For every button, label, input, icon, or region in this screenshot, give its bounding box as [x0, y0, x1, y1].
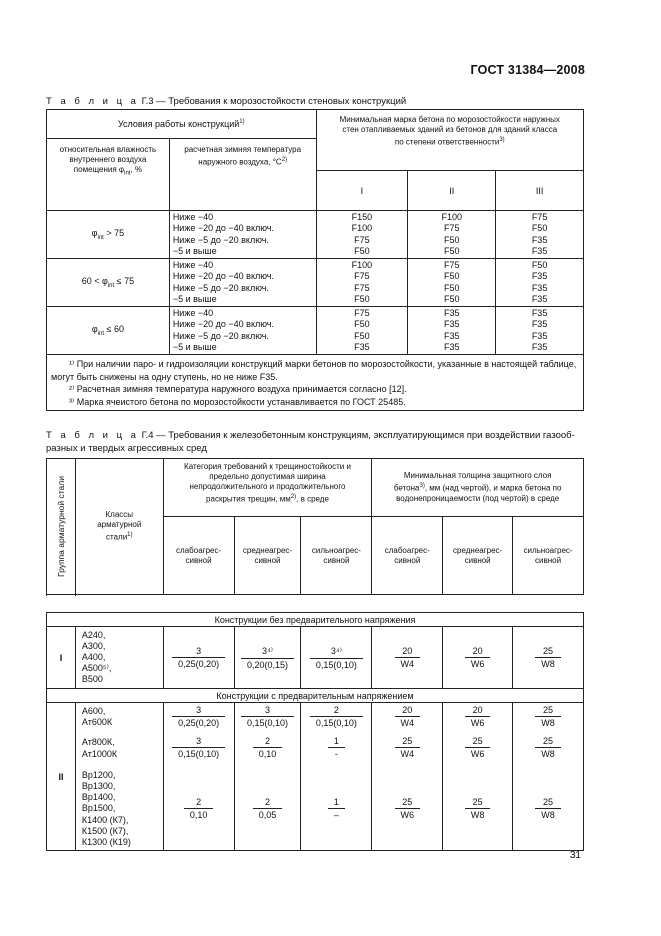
- g3-class2-cell: F100 F75 F50 F50: [408, 211, 496, 259]
- g4-head-env: среднеагрес- сивной: [234, 517, 301, 595]
- g4-head-env: сильноагрес- сивной: [301, 517, 372, 595]
- section-row: [47, 613, 584, 627]
- section-row: [47, 689, 584, 703]
- g3-class3-cell: F35 F35 F35 F35: [496, 307, 584, 355]
- g3-footnote-1: ¹⁾ При наличии паро- и гидроизоляции конструкций марки бетонов по морозостойкости, указанные в настоящей таблице, могут быть снижены на одну ступень, но не ниже F35.: [51, 359, 577, 382]
- g3-class1-cell: F150 F100 F75 F50: [316, 211, 408, 259]
- g3-head-class-2: II: [408, 171, 496, 211]
- g4-frac-cell: $\frac{\text{3⁴⁾}}{0,15(0,10)}$: [301, 627, 372, 689]
- g4-section-2: Конструкции с предварительным напряжением: [47, 689, 584, 703]
- g4-head-env: среднеагрес- сивной: [443, 517, 513, 595]
- table-g4-caption-line2: разных и твердых агрессивных сред: [46, 443, 207, 454]
- g3-class2-cell: F75 F50 F50 F50: [408, 259, 496, 307]
- g4-head-env: слабоагрес- сивной: [163, 517, 234, 595]
- table-g4-caption-line1: Г.4 — Требования к железобетонным конструкциям, эксплуатирующимся при воздействии газооб-: [141, 430, 575, 441]
- g4-classes-cell: А600, Ат600К Ат800К, Ат1000К Вр1200, Вр1300, Вр1400, Вр1500, К1400 (К7), К1500 (К7), К1300 (К19): [75, 703, 163, 851]
- g3-head-humidity: относительная влажность внутреннего воздуха помещения $\varphi_{int}$, %: [47, 139, 170, 211]
- g3-temp-cell: Ниже −40 Ниже −20 до −40 включ. Ниже −5 до −20 включ. −5 и выше: [169, 259, 316, 307]
- g4-frac-cell: $\frac{3}{0,25(0,20)}$: [163, 627, 234, 689]
- g3-footnote-2: ²⁾ Расчетная зимняя температура наружного воздуха принимается согласно [12].: [69, 384, 407, 394]
- g3-head-class-3: III: [496, 171, 584, 211]
- g4-stack-cell: $\frac{2}{0,15(0,10)}$ $\frac{1}{-}$ $\frac{1}{-}$: [301, 703, 372, 851]
- g3-humidity-cell: $\varphi_{int} > 75$: [47, 211, 170, 259]
- g4-stack-cell: $\frac{20}{W4}$ $\frac{25}{W4}$ $\frac{25}{W6}$: [372, 703, 443, 851]
- g3-footnote-3: ³⁾ Марка ячеистого бетона по морозостойкости устанавливается по ГОСТ 25485.: [69, 396, 406, 407]
- g4-head-crack: Категория требований к трещиностойкости и предельно допустимая ширина непродолжительного и продолжительного раскрытия трещин, $мм^{2)}$, в среде: [163, 459, 372, 517]
- g3-class3-cell: F50 F35 F35 F35: [496, 259, 584, 307]
- g4-head-env: слабоагрес- сивной: [372, 517, 443, 595]
- table-row: [47, 259, 584, 307]
- table-row: [47, 307, 584, 355]
- g3-humidity-cell: $60 < \varphi_{int} \le 75$: [47, 259, 170, 307]
- g4-head-env: сильноагрес- сивной: [513, 517, 584, 595]
- g3-temp-cell: Ниже −40 Ниже −20 до −40 включ. Ниже −5 до −20 включ. −5 и выше: [169, 211, 316, 259]
- g3-class2-cell: F35 F35 F35 F35: [408, 307, 496, 355]
- table-g3: [46, 109, 584, 411]
- g3-humidity-cell: $\varphi_{int} \le 60$: [47, 307, 170, 355]
- g3-head-frost-mark: Минимальная марка бетона по морозостойкости наружных стен отапливаемых зданий из бетонов для зданий класса по степени ответственности$^{3)}$: [316, 110, 583, 171]
- g4-section-1: Конструкции без предварительного напряжения: [47, 613, 584, 627]
- g4-stack-cell: $\frac{3}{0,15(0,10)}$ $\frac{2}{0,10}$ $\frac{2}{0,05}$: [234, 703, 301, 851]
- g3-head-temperature: расчетная зимняя температура наружного воздуха, $^\circ С^{2)}$: [169, 139, 316, 211]
- standard-number: ГОСТ 31384—2008: [470, 63, 585, 77]
- g4-head-group: Группа арматурной стали: [47, 459, 76, 595]
- table-g4-caption: [46, 429, 586, 455]
- g4-group-2: II: [47, 703, 76, 851]
- g4-frac-cell: $\frac{20}{W4}$: [372, 627, 443, 689]
- g4-frac-cell: $\frac{20}{W6}$: [443, 627, 513, 689]
- g3-footnotes-row: [47, 355, 584, 411]
- g4-stack-cell: $\frac{3}{0,25(0,20)}$ $\frac{3}{0,15(0,10)}$ $\frac{2}{0,10}$: [163, 703, 234, 851]
- g4-head-cover: Минимальная толщина защитного слоя бетона$^{3)}$, мм (над чертой), и марка бетона по водонепроницаемости (под чертой) в среде: [372, 459, 584, 517]
- page-number: 31: [569, 850, 581, 861]
- table-g4: [46, 458, 584, 851]
- g3-class1-cell: F100 F75 F75 F50: [316, 259, 408, 307]
- g3-temp-cell: Ниже −40 Ниже −20 до −40 включ. Ниже −5 до −20 включ. −5 и выше: [169, 307, 316, 355]
- g4-stack-cell: $\frac{20}{W6}$ $\frac{25}{W6}$ $\frac{25}{W8}$: [443, 703, 513, 851]
- table-g3-caption-label: Т а б л и ц а: [46, 96, 139, 107]
- g4-stack-cell: $\frac{25}{W8}$ $\frac{25}{W8}$ $\frac{25}{W8}$: [513, 703, 584, 851]
- table-row: [47, 703, 584, 851]
- table-g3-caption-text: Г.3 — Требования к морозостойкости стеновых конструкций: [141, 96, 407, 107]
- g3-head-conditions: Условия работы конструкций$^{1)}$: [47, 110, 317, 139]
- g4-head-classes: Классы арматурной стали$^{1)}$: [75, 459, 163, 595]
- table-g4-caption-label: Т а б л и ц а: [46, 430, 139, 441]
- g3-head-class-1: I: [316, 171, 408, 211]
- g3-class1-cell: F75 F50 F50 F35: [316, 307, 408, 355]
- table-row: [47, 211, 584, 259]
- g4-frac-cell: $\frac{25}{W8}$: [513, 627, 584, 689]
- g3-footnotes: [47, 355, 584, 411]
- table-row: [47, 627, 584, 689]
- g4-frac-cell: $\frac{\text{3⁴⁾}}{0,20(0,15)}$: [234, 627, 301, 689]
- g3-class3-cell: F75 F50 F35 F35: [496, 211, 584, 259]
- g4-classes-cell: А240, А300, А400, А500⁵⁾, В500: [75, 627, 163, 689]
- g4-group-1: I: [47, 627, 76, 689]
- table-g3-caption: [46, 95, 406, 108]
